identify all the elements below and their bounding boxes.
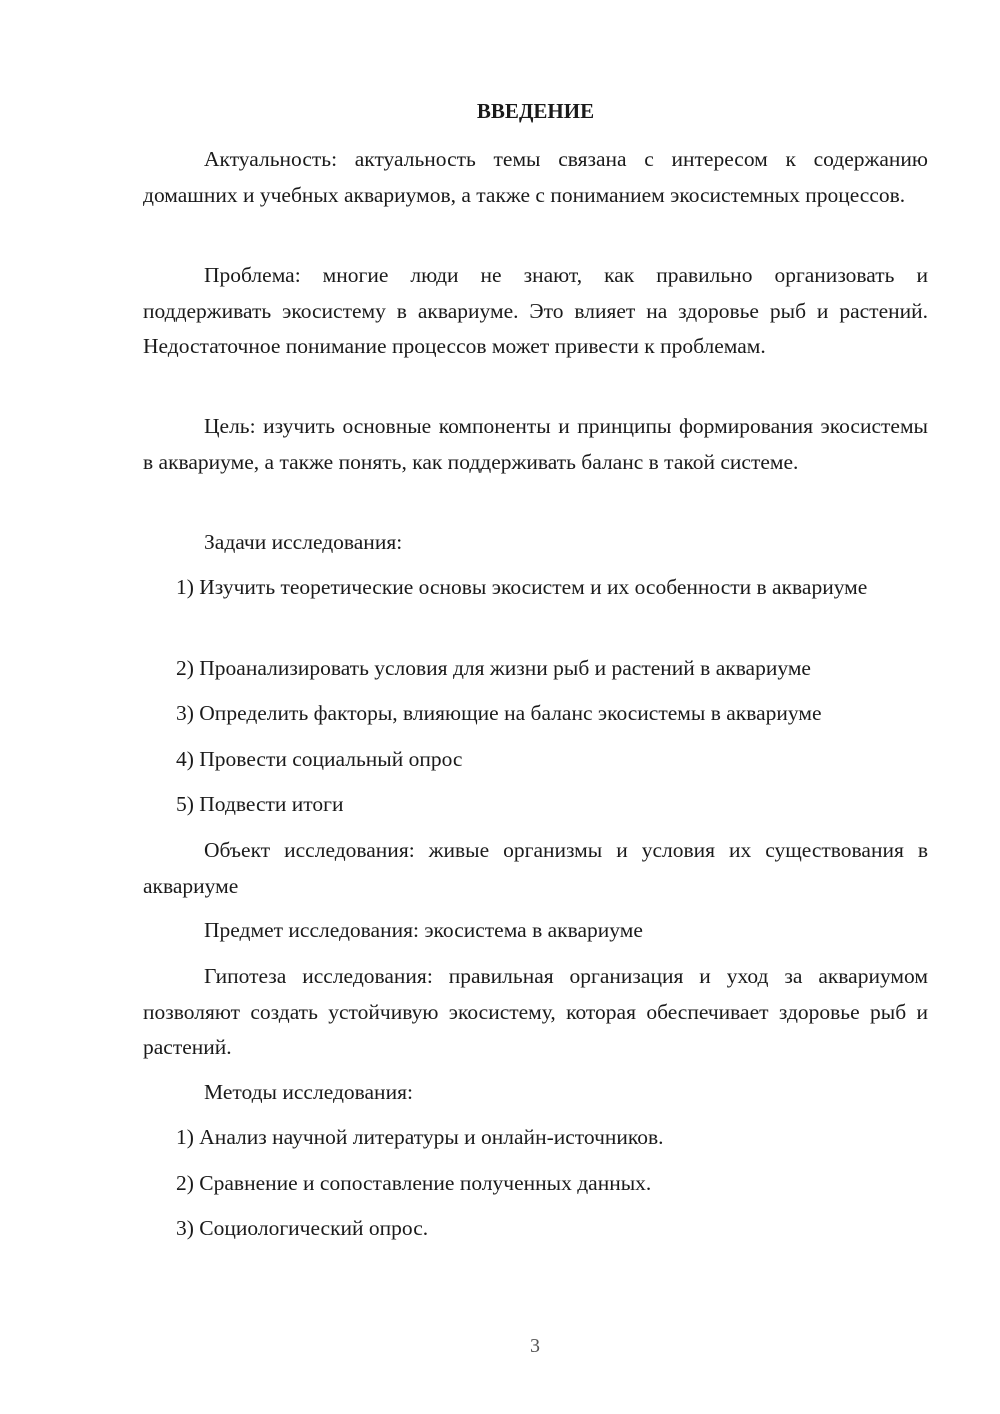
methods-heading: Методы исследования: xyxy=(204,1080,413,1104)
method-item-2: 2) Сравнение и сопоставление полученных данных. xyxy=(176,1171,652,1195)
method-item-1: 1) Анализ научной литературы и онлайн-источников. xyxy=(176,1125,664,1149)
subject-paragraph: Предмет исследования: экосистема в аквариуме xyxy=(204,918,643,942)
page-number: 3 xyxy=(530,1335,540,1357)
goal-paragraph: Цель: изучить основные компоненты и принципы формирования экосистемы в аквариуме, а также понять, как поддерживать баланс в такой системе. xyxy=(143,414,928,474)
object-paragraph: Объект исследования: живые организмы и условия их существования в аквариуме xyxy=(143,838,928,898)
task-item-1: 1) Изучить теоретические основы экосистем и их особенности в аквариуме xyxy=(176,575,868,599)
tasks-heading: Задачи исследования: xyxy=(204,530,403,554)
method-item-3: 3) Социологический опрос. xyxy=(176,1216,429,1240)
page-title: ВВЕДЕНИЕ xyxy=(476,99,595,123)
problem-paragraph: Проблема: многие люди не знают, как правильно организовать и поддерживать экосистему в аквариуме. Это влияет на здоровье рыб и растений. Недостаточное понимание процессов может привести к проблемам. xyxy=(143,263,928,358)
task-item-2: 2) Проанализировать условия для жизни рыб и растений в аквариуме xyxy=(176,656,811,680)
task-item-5: 5) Подвести итоги xyxy=(176,792,344,816)
task-item-3: 3) Определить факторы, влияющие на баланс экосистемы в аквариуме xyxy=(176,701,822,725)
relevance-paragraph: Актуальность: актуальность темы связана с интересом к содержанию домашних и учебных аквариумов, а также с пониманием экосистемных процессов. xyxy=(143,147,928,207)
task-item-4: 4) Провести социальный опрос xyxy=(176,747,463,771)
hypothesis-paragraph: Гипотеза исследования: правильная организация и уход за аквариумом позволяют создать устойчивую экосистему, которая обеспечивает здоровье рыб и растений. xyxy=(143,964,928,1059)
